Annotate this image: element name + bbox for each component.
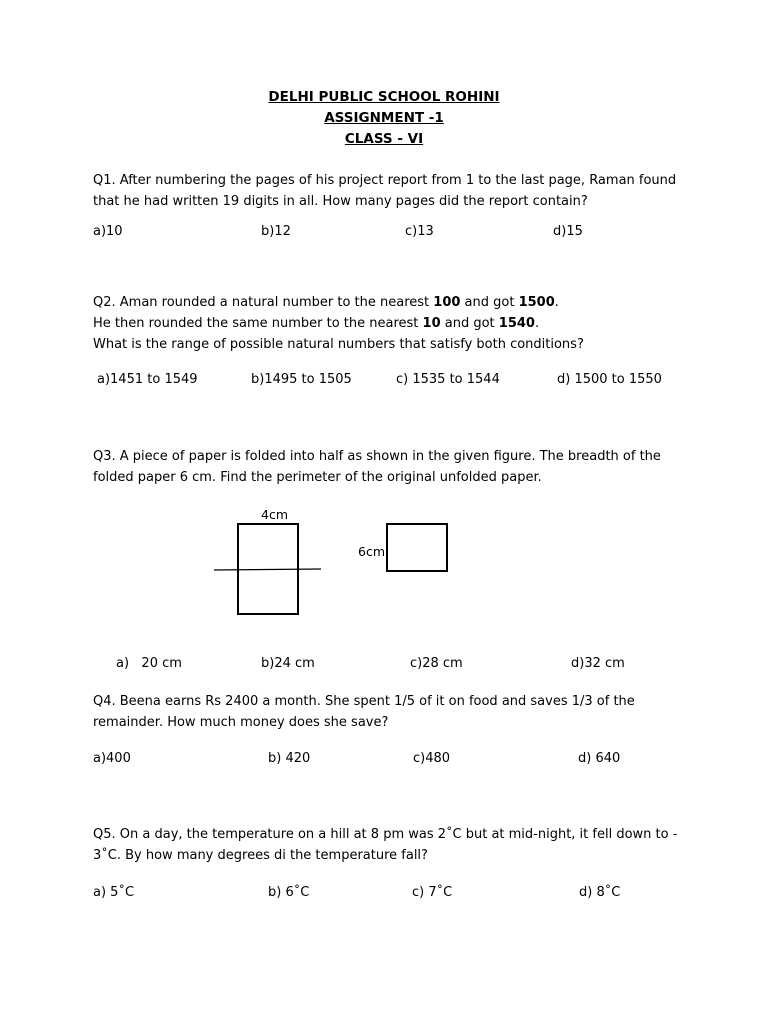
q2-option-c: c) 1535 to 1544	[396, 372, 500, 387]
question-4-line-1: Q4. Beena earns Rs 2400 a month. She spent 1/5 of it on food and saves 1/3 of the	[93, 694, 635, 709]
question-1-line-1: Q1. After numbering the pages of his project report from 1 to the last page, Raman found	[93, 173, 677, 188]
q1-option-d: d)15	[553, 224, 583, 239]
q5-option-a: a) 5˚C	[93, 885, 135, 900]
question-3-line-2: folded paper 6 cm. Find the perimeter of the original unfolded paper.	[93, 470, 542, 485]
question-4-line-2: remainder. How much money does she save?	[93, 715, 389, 730]
q5-option-b: b) 6˚C	[268, 885, 310, 900]
q4-option-b: b) 420	[268, 751, 311, 766]
q2-option-b: b)1495 to 1505	[251, 372, 352, 387]
question-1-line-2: that he had written 19 digits in all. How many pages did the report contain?	[93, 194, 588, 209]
q5-option-d: d) 8˚C	[579, 885, 621, 900]
q1-option-a: a)10	[93, 224, 123, 239]
q1-option-b: b)12	[261, 224, 291, 239]
q3-option-a: a) 20 cm	[116, 656, 182, 671]
question-2-line-3: What is the range of possible natural numbers that satisfy both conditions?	[93, 337, 584, 352]
question-4	[93, 691, 693, 733]
q3-option-b: b)24 cm	[261, 656, 315, 671]
school-title: DELHI PUBLIC SCHOOL ROHINI	[268, 89, 500, 105]
question-5-line-1: Q5. On a day, the temperature on a hill at 8 pm was 2˚C but at mid-night, it fell down to -	[93, 827, 678, 842]
breadth-label: 6cm	[358, 544, 386, 559]
q2-option-d: d) 1500 to 1550	[557, 372, 662, 387]
q4-option-a: a)400	[93, 751, 131, 766]
width-label: 4cm	[261, 507, 289, 522]
assignment-title: ASSIGNMENT -1	[324, 110, 444, 126]
q5-option-c: c) 7˚C	[412, 885, 453, 900]
q2-option-a: a)1451 to 1549	[97, 372, 198, 387]
question-3-line-1: Q3. A piece of paper is folded into half as shown in the given figure. The breadth of the	[93, 449, 661, 464]
class-title: CLASS - VI	[344, 131, 424, 147]
question-5	[93, 824, 693, 866]
question-2-line-1: Q2. Aman rounded a natural number to the nearest 100 and got 1500.	[93, 295, 559, 310]
question-2-line-2: He then rounded the same number to the nearest 10 and got 1540.	[93, 316, 540, 331]
folded-paper-rect	[387, 524, 447, 571]
q3-option-d: d)32 cm	[571, 656, 625, 671]
question-5-line-2: 3˚C. By how many degrees di the temperature fall?	[93, 848, 428, 863]
q4-option-c: c)480	[413, 751, 451, 766]
q1-option-c: c)13	[405, 224, 434, 239]
q4-option-d: d) 640	[578, 751, 621, 766]
q3-option-c: c)28 cm	[410, 656, 463, 671]
fold-line	[214, 569, 321, 570]
